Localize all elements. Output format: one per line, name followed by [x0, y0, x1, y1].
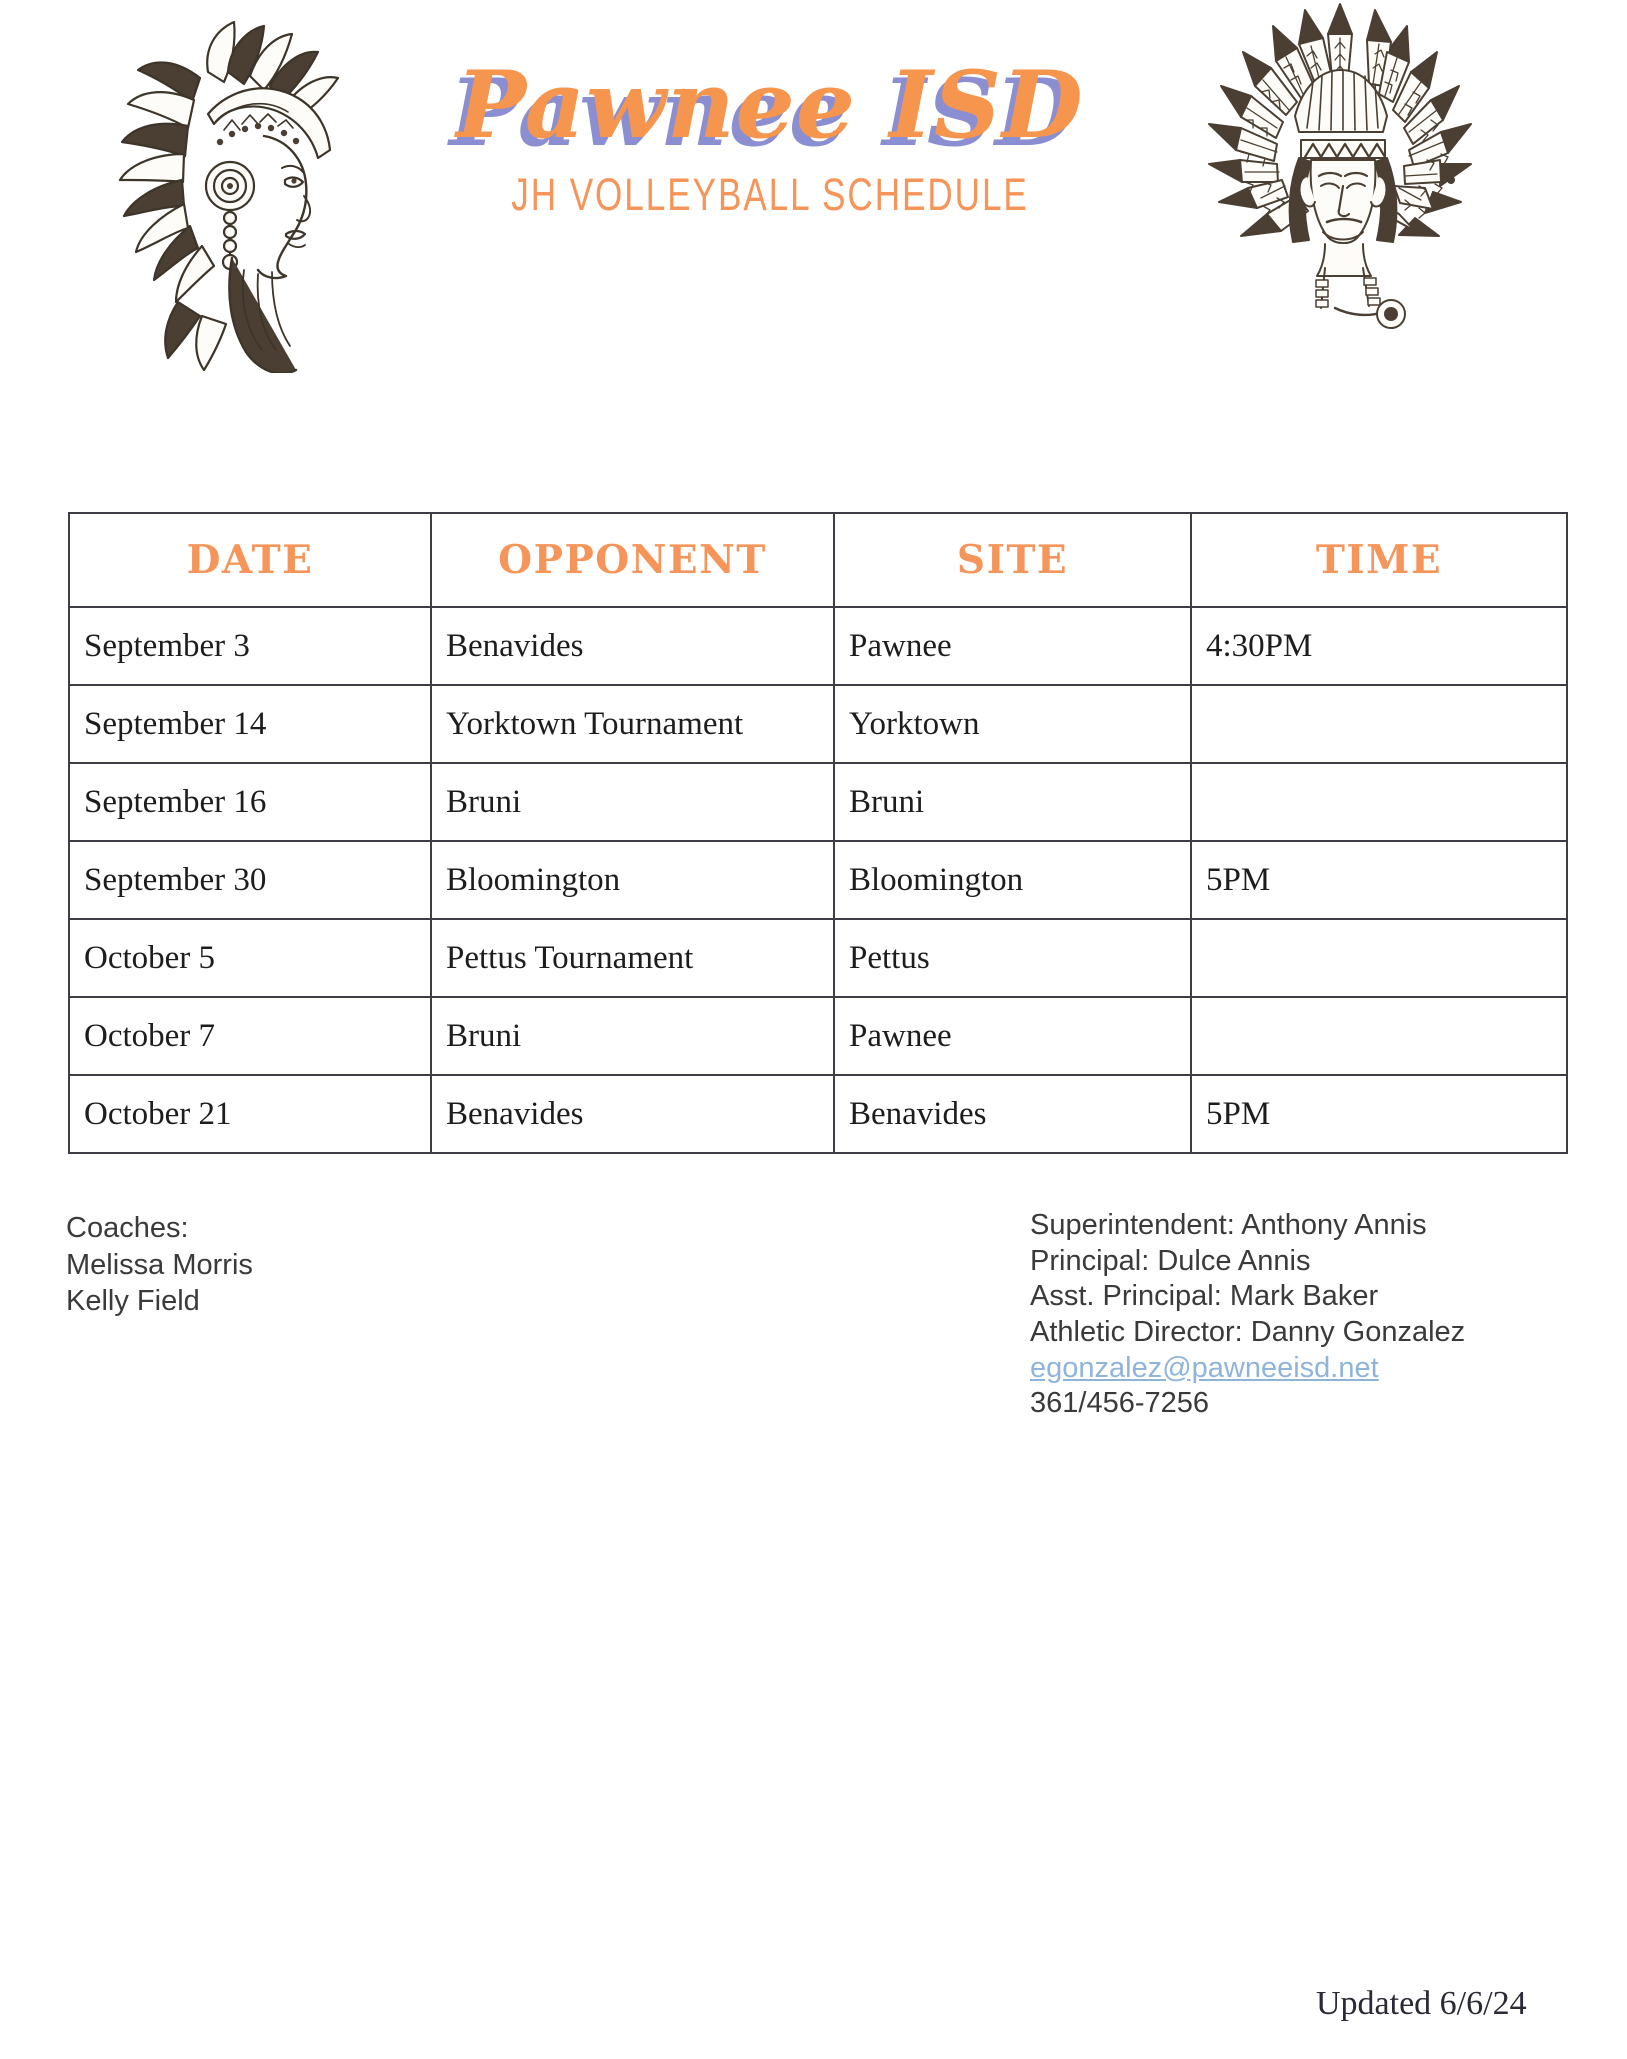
superintendent-line: Superintendent: Anthony Annis	[1030, 1209, 1427, 1241]
administration-block	[1030, 1208, 1465, 1422]
cell-site: Pawnee	[834, 997, 1191, 1075]
cell-date: September 3	[69, 607, 431, 685]
last-updated-text: Updated 6/6/24	[1316, 1985, 1527, 2022]
cell-time: 5PM	[1191, 1075, 1567, 1153]
cell-date: September 30	[69, 841, 431, 919]
cell-opponent: Benavides	[431, 1075, 834, 1153]
cell-opponent: Benavides	[431, 607, 834, 685]
athletic-director-phone: 361/456-7256	[1030, 1387, 1209, 1420]
athletic-director-email-link[interactable]: egonzalez@pawneeisd.net	[1030, 1351, 1379, 1384]
cell-time: 5PM	[1191, 841, 1567, 919]
table-row	[69, 997, 1567, 1075]
cell-opponent: Bruni	[431, 763, 834, 841]
cell-site: Pettus	[834, 919, 1191, 997]
schedule-subtitle: JH VOLLEYBALL SCHEDULE	[511, 169, 1029, 220]
cell-time	[1191, 919, 1567, 997]
column-header-date: DATE	[69, 513, 431, 607]
cell-site: Benavides	[834, 1075, 1191, 1153]
school-name-title: Pawnee ISD	[456, 50, 1084, 159]
athletic-director-line: Athletic Director: Danny Gonzalez	[1030, 1315, 1466, 1348]
cell-time	[1191, 997, 1567, 1075]
coaches-block	[66, 1210, 253, 1320]
table-row	[69, 607, 1567, 685]
coaches-heading: Coaches:	[66, 1212, 189, 1244]
cell-site: Bloomington	[834, 841, 1191, 919]
cell-date: October 7	[69, 997, 431, 1075]
cell-time: 4:30PM	[1191, 607, 1567, 685]
table-row	[69, 685, 1567, 763]
cell-opponent: Yorktown Tournament	[431, 685, 834, 763]
table-row	[69, 763, 1567, 841]
cell-date: October 21	[69, 1075, 431, 1153]
table-row	[69, 919, 1567, 997]
table-header-row	[69, 513, 1567, 607]
volleyball-schedule-table	[68, 512, 1568, 1154]
cell-site: Pawnee	[834, 607, 1191, 685]
cell-site: Bruni	[834, 763, 1191, 841]
cell-site: Yorktown	[834, 685, 1191, 763]
coach-name-1: Melissa Morris	[66, 1248, 253, 1281]
cell-opponent: Pettus Tournament	[431, 919, 834, 997]
table-row	[69, 841, 1567, 919]
cell-time	[1191, 763, 1567, 841]
principal-line: Principal: Dulce Annis	[1030, 1244, 1311, 1277]
cell-opponent: Bloomington	[431, 841, 834, 919]
document-header	[0, 0, 1627, 390]
coach-name-2: Kelly Field	[66, 1285, 200, 1318]
column-header-opponent: OPPONENT	[431, 513, 834, 607]
cell-time	[1191, 685, 1567, 763]
table-row	[69, 1075, 1567, 1153]
column-header-time: TIME	[1191, 513, 1567, 607]
cell-date: October 5	[69, 919, 431, 997]
title-block	[370, 50, 1170, 221]
column-header-site: SITE	[834, 513, 1191, 607]
cell-date: September 16	[69, 763, 431, 841]
asst-principal-line: Asst. Principal: Mark Baker	[1030, 1280, 1379, 1313]
native-american-chief-headdress-logo	[1185, 0, 1495, 330]
cell-opponent: Bruni	[431, 997, 834, 1075]
native-american-woman-headdress-logo	[82, 18, 352, 373]
cell-date: September 14	[69, 685, 431, 763]
